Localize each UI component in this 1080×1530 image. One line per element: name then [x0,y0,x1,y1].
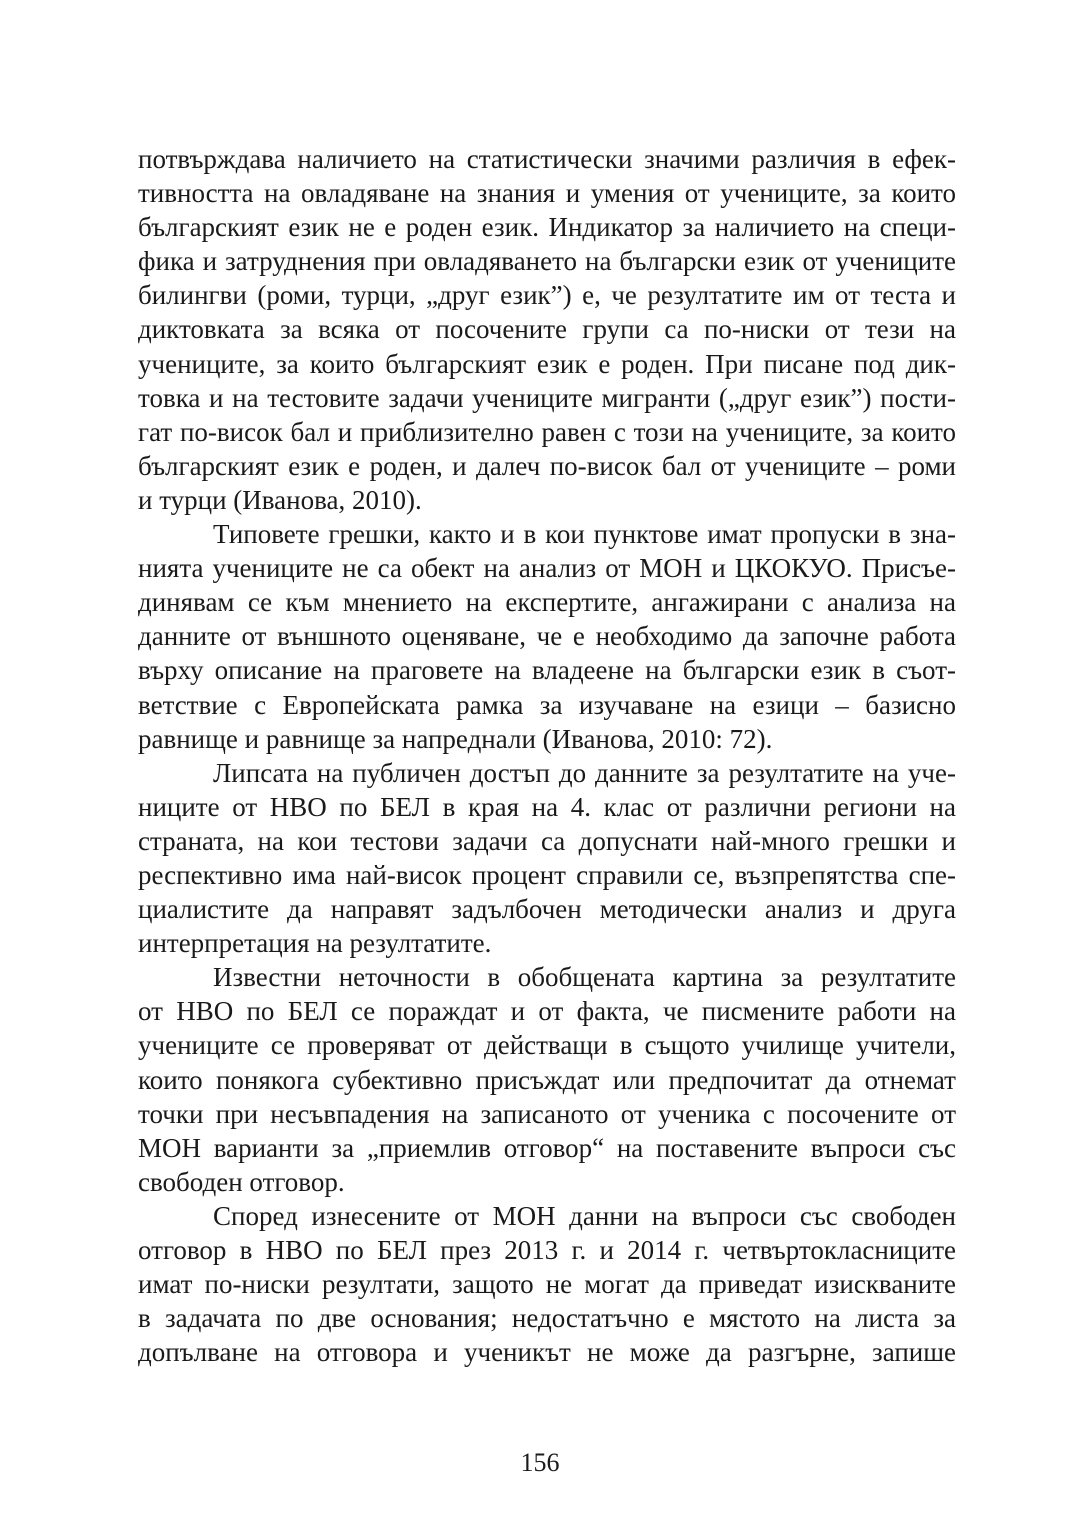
text-line: нията учениците не са обект на анализ от МОН и ЦКОКУО. Присъе- [138,553,956,584]
text-line: динявам се към мнението на експертите, ангажирани с анализа на [138,587,956,618]
text-line: допълване на отговора и ученикът не може да разгърне, запише [138,1337,956,1368]
text-line: интерпретация на резултатите. [138,928,492,959]
text-line: имат по-ниски резултати, защото не могат да приведат изискваните [138,1269,956,1300]
text-line: Типовете грешки, както и в кои пунктове имат пропуски в зна- [213,519,956,550]
text-line: ветствие с Европейската рамка за изучаване на езици – базисно [138,689,956,720]
text-line: българският език е роден, и далеч по-висок бал от учениците – роми [138,450,956,481]
text-line: в задачата по две основания; недостатъчно е мястото на листа за [138,1303,956,1334]
text-line: циалистите да направят задълбочен методически анализ и друга [138,894,956,925]
text-line: страната, на кои тестови задачи са допуснати най-много грешки и [138,825,956,856]
text-line: Известни неточности в обобщената картина за резултатите [213,962,956,993]
text-line: тивността на овладяване на знания и умения от учениците, за които [138,178,956,209]
text-line: върху описание на праговете на владеене на български език в съот- [138,655,956,686]
text-line: данните от външното оценяване, че е необходимо да започне работа [138,621,956,652]
text-line: фика и затруднения при овладяването на български език от учениците [138,246,956,277]
text-line: Според изнесените от МОН данни на въпроси със свободен [213,1200,956,1231]
text-line: точки при несъвпадения на записаното от ученика с посочените от [138,1098,956,1129]
text-line: и турци (Иванова, 2010). [138,484,422,515]
text-line: българският език не е роден език. Индикатор за наличието на специ- [138,212,956,243]
body-text [138,142,956,1369]
text-line: ниците от НВО по БЕЛ в края на 4. клас от различни региони на [138,791,956,822]
text-line: отговор в НВО по БЕЛ през 2013 г. и 2014 г. четвъртокласниците [138,1235,956,1265]
text-line: респективно има най-висок процент справили се, възпрепятства спе- [138,859,956,890]
text-line: гат по-висок бал и приблизително равен с този на учениците, за които [138,416,956,447]
text-line: учениците се проверяват от действащи в същото училище учители, [138,1030,956,1061]
text-line: потвърждава наличието на статистически значими различия в ефек- [138,144,956,174]
text-line: които понякога субективно присъждат или предпочитат да отнемат [138,1064,956,1095]
text-line: свободен отговор. [138,1166,345,1197]
page-number: 156 [520,1448,560,1477]
text-line: учениците, за които българският език е роден. При писане под дик- [138,348,956,379]
text-line: товка и на тестовите задачи учениците мигранти („друг език”) пости- [138,382,956,413]
text-line: МОН варианти за „приемлив отговор“ на поставените въпроси със [138,1132,956,1163]
text-line: диктовката за всяка от посочените групи са по-ниски от тези на [138,314,956,345]
text-line: Липсата на публичен достъп до данните за резултатите на уче- [213,757,956,788]
text-line: от НВО по БЕЛ се пораждат и от факта, че писмените работи на [138,996,956,1027]
text-line: билингви (роми, турци, „друг език”) е, че резултатите им от теста и [138,280,956,311]
text-line: равнище и равнище за напреднали (Иванова, 2010: 72). [138,723,773,754]
